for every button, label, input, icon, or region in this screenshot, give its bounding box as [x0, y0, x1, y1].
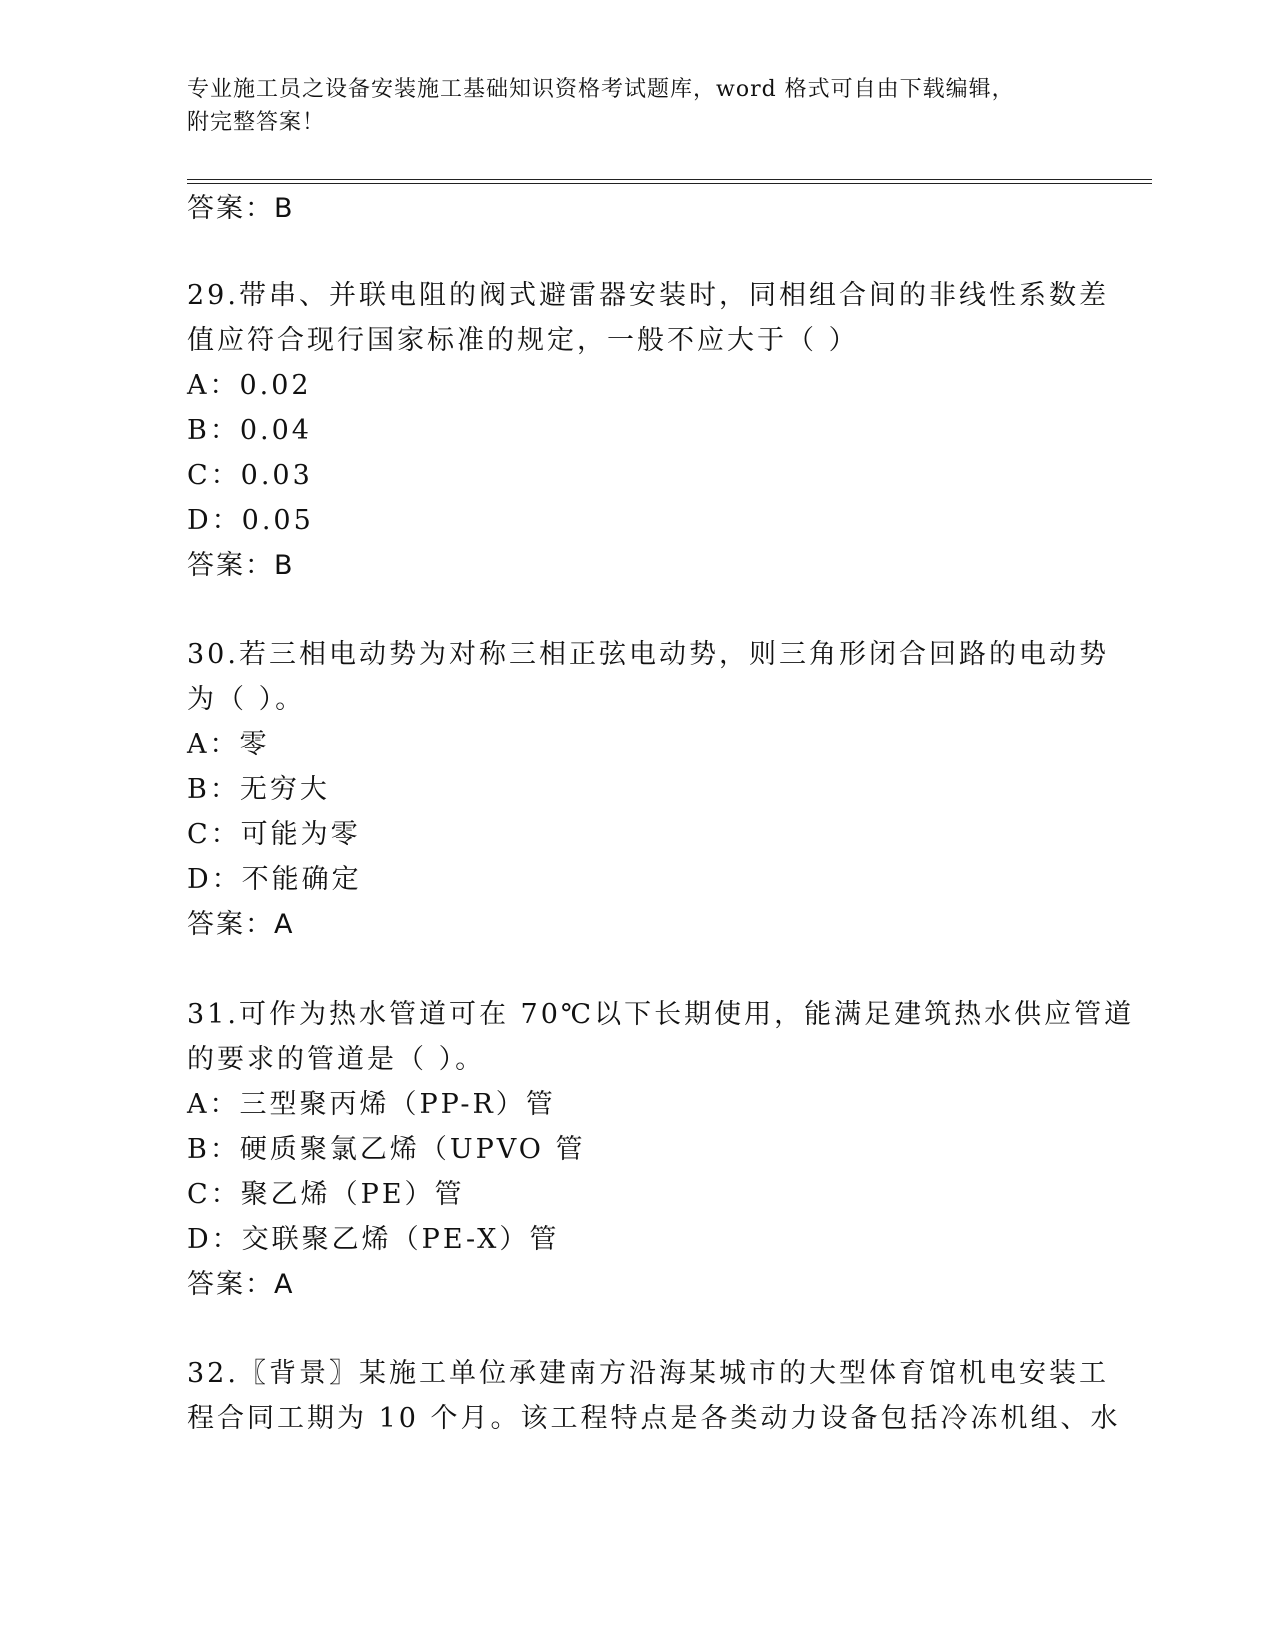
header-divider-top	[187, 179, 1152, 180]
header-divider-bottom	[187, 183, 1152, 184]
previous-answer: 答案：B	[187, 193, 295, 224]
question-29-option-c: C：0.03	[187, 460, 313, 491]
question-30-answer: 答案：A	[187, 909, 295, 940]
header-line-1: 专业施工员之设备安装施工基础知识资格考试题库，word 格式可自由下载编辑，	[187, 77, 1015, 102]
question-29-option-b: B：0.04	[187, 415, 312, 446]
question-29-option-d: D：0.05	[187, 505, 314, 536]
question-31-answer: 答案：A	[187, 1269, 295, 1300]
document-header	[187, 73, 1067, 139]
question-30-option-b: B：无穷大	[187, 774, 330, 805]
question-30-line-1: 30.若三相电动势为对称三相正弦电动势，则三角形闭合回路的电动势	[187, 639, 1109, 670]
question-29-option-a: A：0.02	[187, 370, 312, 401]
question-32-line-1: 32.〖背景〗某施工单位承建南方沿海某城市的大型体育馆机电安装工	[187, 1358, 1109, 1389]
question-31-option-c: C：聚乙烯（PE）管	[187, 1179, 465, 1210]
question-29-line-1: 29.带串、并联电阻的阀式避雷器安装时，同相组合间的非线性系数差	[187, 280, 1109, 311]
question-32-line-2: 程合同工期为 10 个月。该工程特点是各类动力设备包括冷冻机组、水	[187, 1403, 1121, 1434]
question-31-option-b: B：硬质聚氯乙烯（UPVO 管	[187, 1134, 586, 1165]
question-30-option-c: C：可能为零	[187, 819, 361, 850]
question-30-line-2: 为（ ）。	[187, 684, 306, 715]
question-29-line-2: 值应符合现行国家标准的规定，一般不应大于（ ）	[187, 325, 859, 356]
question-31-line-1: 31.可作为热水管道可在 70℃以下长期使用，能满足建筑热水供应管道	[187, 999, 1135, 1030]
header-line-2: 附完整答案！	[187, 110, 326, 135]
question-30-option-a: A：零	[187, 729, 270, 760]
question-31-line-2: 的要求的管道是（ ）。	[187, 1044, 486, 1075]
question-31-option-a: A：三型聚丙烯（PP-R）管	[187, 1089, 556, 1120]
question-31-option-d: D：交联聚乙烯（PE-X）管	[187, 1224, 560, 1255]
question-29-answer: 答案：B	[187, 550, 295, 581]
question-30-option-d: D：不能确定	[187, 864, 362, 895]
